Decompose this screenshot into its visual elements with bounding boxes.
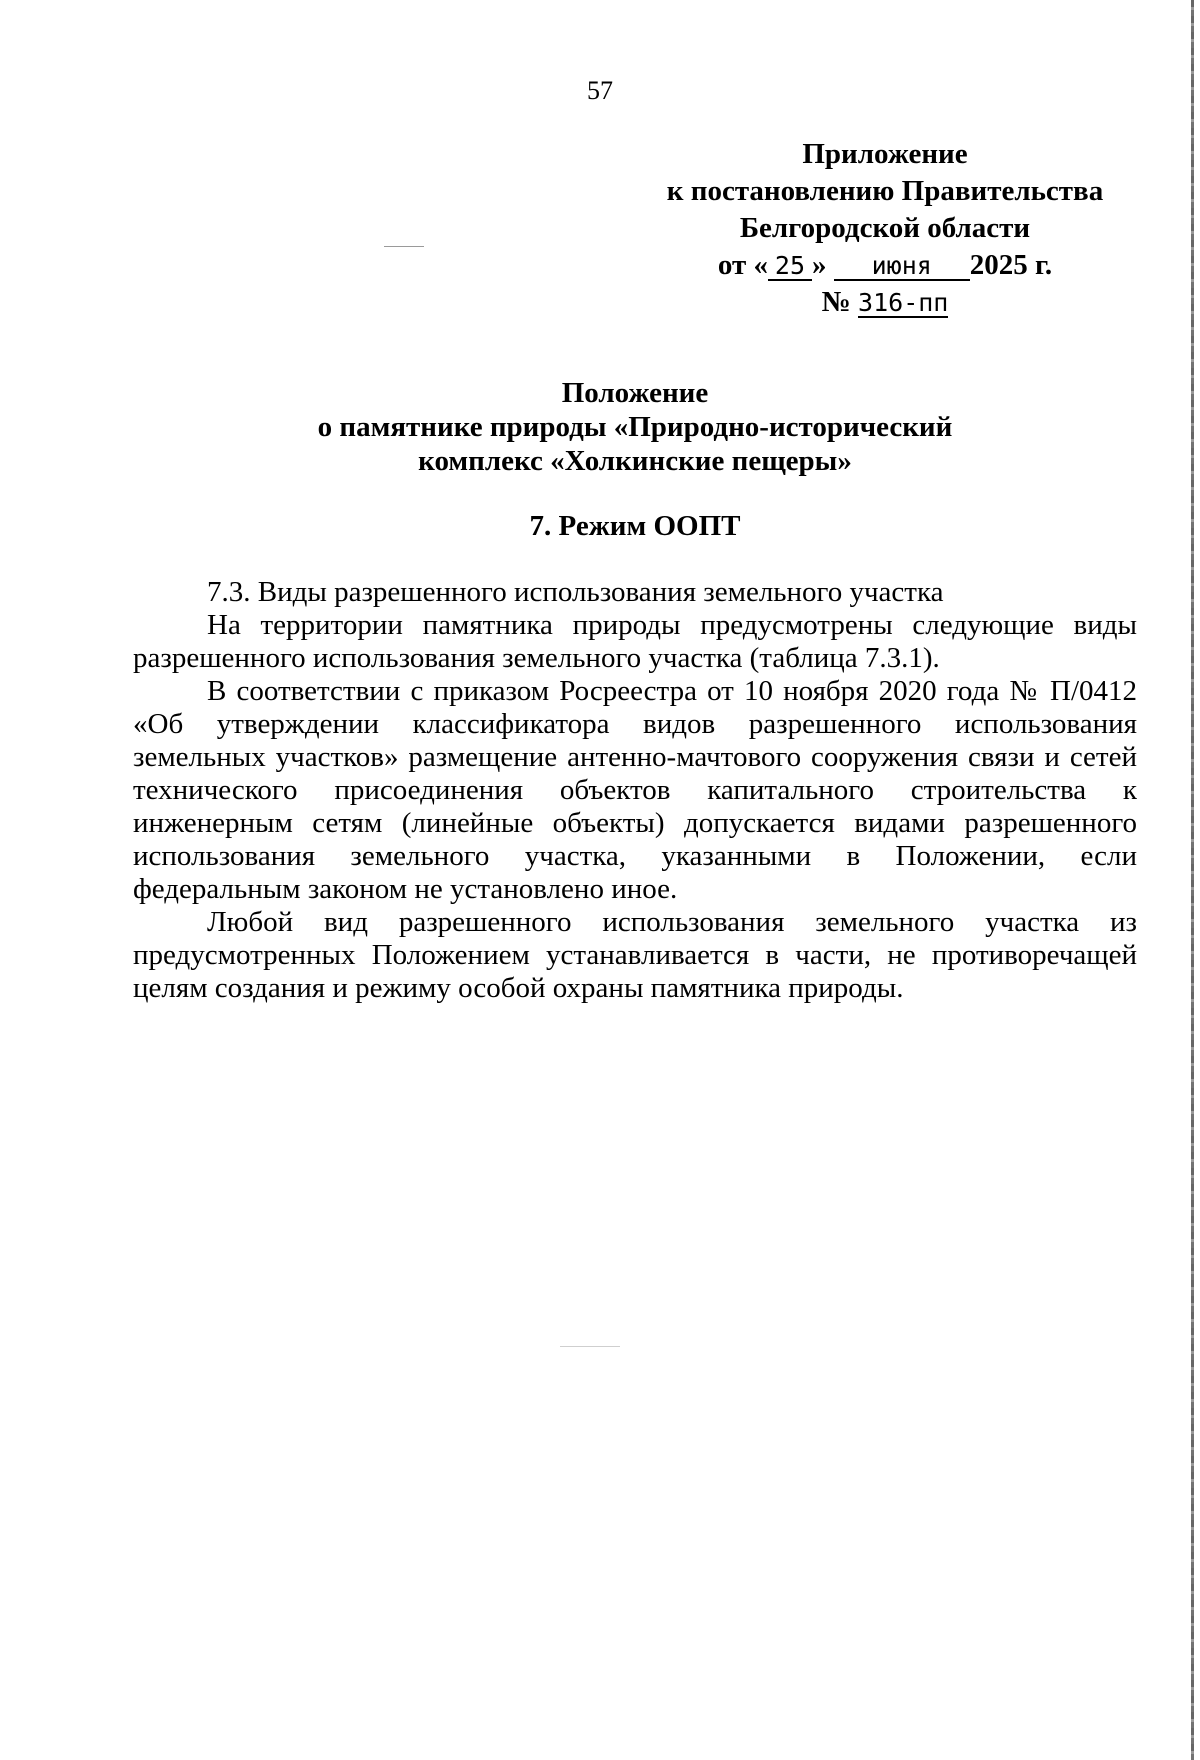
section-heading: 7. Режим ООПТ — [529, 510, 741, 542]
appendix-header — [660, 136, 1110, 321]
appendix-line-1: Приложение — [802, 138, 968, 170]
document-title — [0, 376, 1200, 478]
paragraph-3: Любой вид разрешенного использования земельного участка из предусмотренных Положением устанавливается в части, не противоречащей целям создания и режиму особой охраны памятника природы. — [133, 906, 1137, 1004]
page-number: 57 — [587, 76, 613, 105]
document-number: 316-пп — [858, 288, 949, 317]
appendix-number-line — [660, 284, 1110, 321]
date-day: 25 — [768, 253, 812, 281]
paragraph-2: В соответствии с приказом Росреестра от 10 ноября 2020 года № П/0412 «Об утверждении классификатора видов разрешенного использования земельных участков» размещение антенно-мачтового сооружения связи и сетей технического присоединения объектов капитального строительства к инженерным сетям (линейные объекты) допускается видами разрешенного использования земельного участка, указанными в Положении, если федеральным законом не установлено иное. — [133, 675, 1137, 905]
date-mid: » — [811, 249, 827, 281]
title-line-2: о памятнике природы «Природно-исторический — [317, 411, 953, 443]
title-line-3: комплекс «Холкинские пещеры» — [418, 445, 852, 477]
date-year: 2025 г. — [969, 249, 1053, 281]
scan-edge-border — [1191, 0, 1194, 1760]
appendix-line-3: Белгородской области — [739, 212, 1031, 244]
date-prefix: от « — [717, 249, 768, 281]
date-month: июня — [834, 253, 970, 281]
title-line-1: Положение — [561, 377, 709, 409]
appendix-line-2: к постановлению Правительства — [666, 175, 1104, 207]
paragraph-1: На территории памятника природы предусмотрены следующие виды разрешенного использования земельного участка (таблица 7.3.1). — [133, 609, 1137, 674]
subsection-heading: 7.3. Виды разрешенного использования земельного участка — [207, 576, 944, 608]
body-text — [133, 576, 1137, 1005]
appendix-date-line — [660, 247, 1110, 284]
number-prefix: № — [821, 286, 851, 318]
